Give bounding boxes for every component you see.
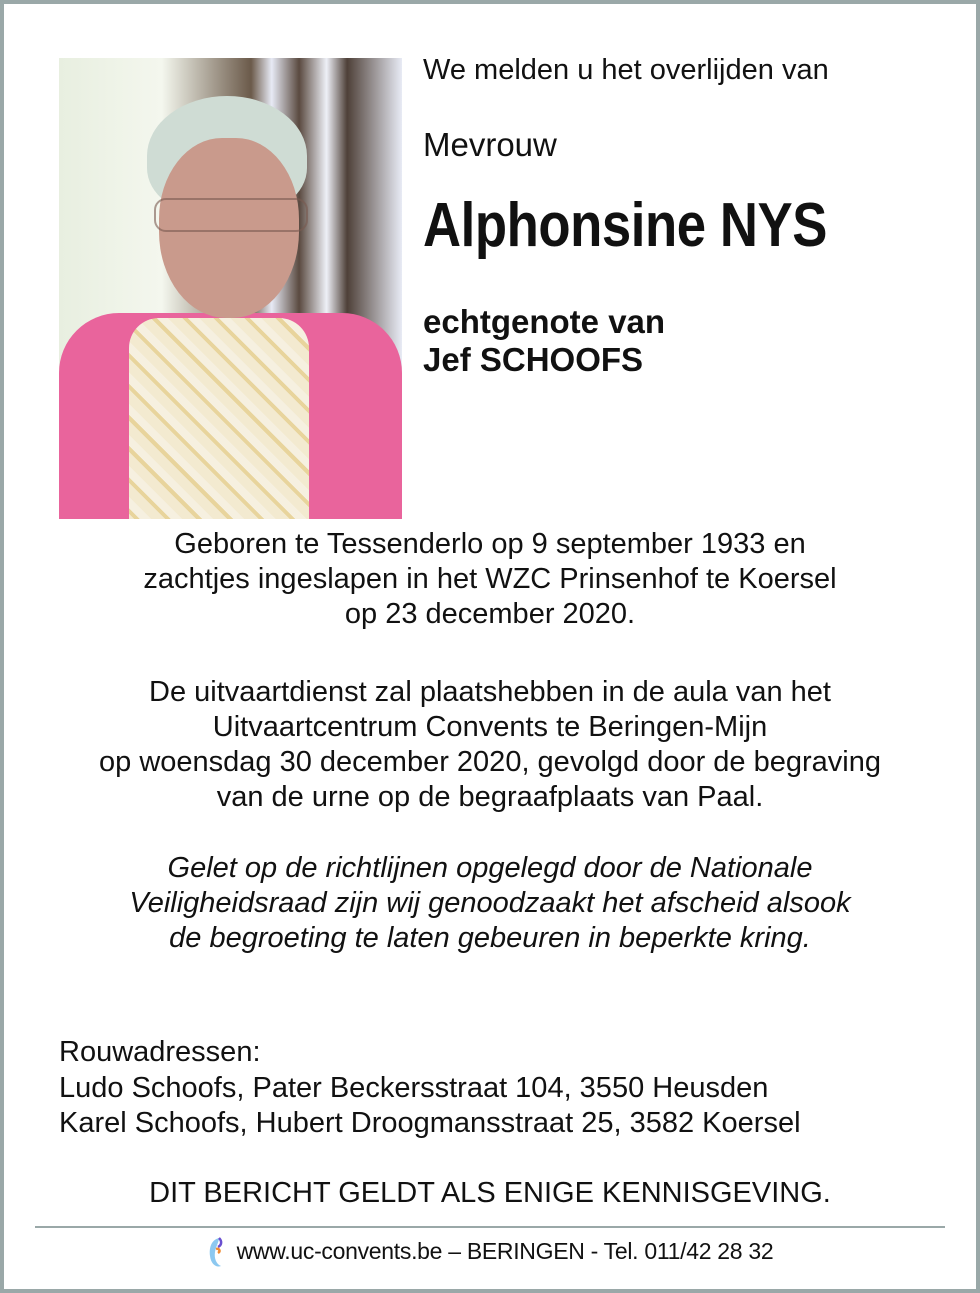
footer-divider (35, 1226, 945, 1228)
text-line: op woensdag 30 december 2020, gevolgd door de begraving (99, 746, 881, 778)
covid-note-paragraph (0, 851, 980, 956)
text-line: De uitvaartdienst zal plaatshebben in de aula van het (149, 676, 831, 708)
addresses-heading: Rouwadressen: (59, 1036, 261, 1068)
condolence-addresses (59, 1035, 801, 1142)
footer-contact-text: www.uc-convents.be – BERINGEN - Tel. 011/42 28 32 (236, 1238, 774, 1265)
funeral-paragraph (0, 675, 980, 815)
footer (0, 1236, 980, 1270)
text-line: Geboren te Tessenderlo op 9 september 1933 en (174, 528, 806, 560)
text-line: Gelet op de richtlijnen opgelegd door de Nationale (167, 852, 813, 884)
spouse-name: Jef SCHOOFS (423, 341, 644, 378)
text-line: Veiligheidsraad zijn wij genoodzaakt het afscheid alsook (129, 887, 851, 919)
address-line: Ludo Schoofs, Pater Beckersstraat 104, 3550 Heusden (59, 1071, 769, 1104)
text-line: van de urne op de begraafplaats van Paal. (216, 781, 764, 813)
notice-text: DIT BERICHT GELDT ALS ENIGE KENNISGEVING. (149, 1177, 831, 1209)
text-line: zachtjes ingeslapen in het WZC Prinsenhof te Koersel (143, 563, 837, 595)
text-line: Uitvaartcentrum Convents te Beringen-Mijn (212, 711, 768, 743)
birth-death-paragraph (0, 527, 980, 632)
text-line: op 23 december 2020. (344, 598, 636, 630)
spouse-label: echtgenote van (423, 303, 666, 340)
convents-logo-icon (207, 1236, 225, 1270)
spouse-info (423, 303, 665, 379)
address-line: Karel Schoofs, Hubert Droogmansstraat 25, 3582 Koersel (59, 1107, 801, 1139)
intro-text: We melden u het overlijden van (423, 54, 829, 86)
text-line: de begroeting te laten gebeuren in beperkte kring. (169, 922, 811, 954)
deceased-title: Mevrouw (423, 126, 557, 163)
deceased-name: Alphonsine NYS (423, 191, 827, 260)
portrait-photo (59, 58, 402, 519)
